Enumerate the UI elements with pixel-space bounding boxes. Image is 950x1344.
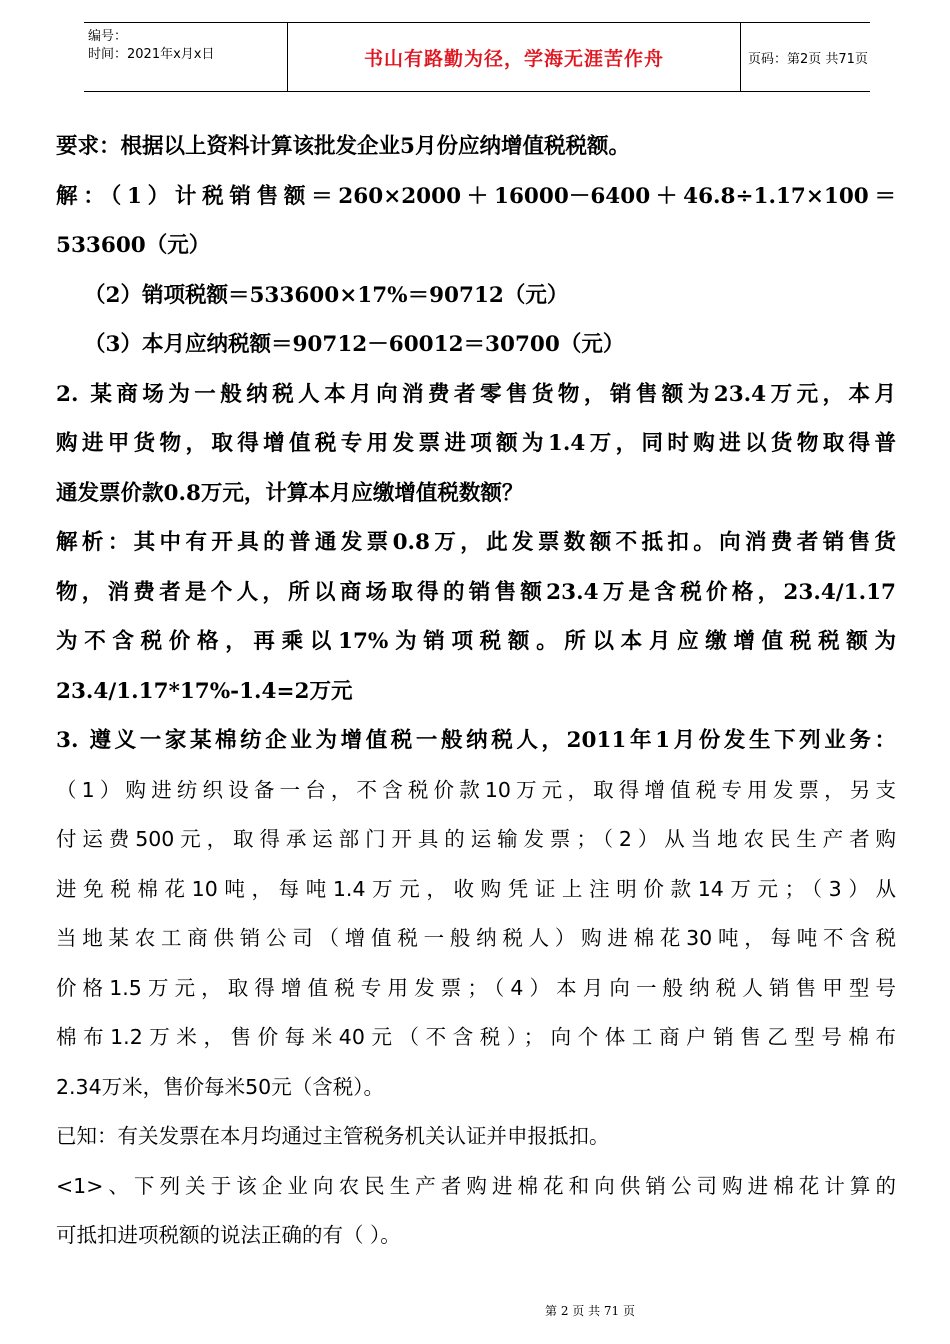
header-divider	[740, 23, 741, 91]
question-3-line: 付运费500元，取得承运部门开具的运输发票；（2）从当地农民生产者购	[56, 827, 896, 851]
analysis-line: 解析：其中有开具的普通发票0.8万，此发票数额不抵扣。向消费者销售货	[56, 530, 896, 555]
page-header	[84, 22, 870, 92]
question-3-line: 2.34万米，售价每米50元（含税）。	[56, 1074, 384, 1099]
solution-line: （2）销项税额＝533600×17%＝90712（元）	[84, 282, 569, 308]
solution-line: 533600（元）	[56, 233, 211, 258]
question-2-line: 购进甲货物，取得增值税专用发票进项额为1.4万，同时购进以货物取得普	[56, 431, 896, 456]
analysis-line: 为不含税价格，再乘以17%为销项税额。所以本月应缴增值税税额为	[56, 629, 896, 654]
question-3-line: 价格1.5万元，取得增值税专用发票；（4）本月向一般纳税人销售甲型号	[56, 975, 896, 1000]
question-2-line: 通发票价款0.8万元，计算本月应缴增值税数额？	[56, 480, 524, 506]
document-body	[56, 122, 896, 1261]
footer-page-number: 第 2 页 共 71 页	[545, 1304, 635, 1318]
page-footer	[0, 1302, 950, 1319]
sub-question-line: <1>、下列关于该企业向农民生产者购进棉花和向供销公司购进棉花计算的	[56, 1173, 896, 1198]
question-3-line: 进免税棉花10吨，每吨1.4万元，收购凭证上注明价款14万元；（3）从	[56, 876, 896, 901]
solution-line: （3）本月应纳税额＝90712－60012＝30700（元）	[84, 332, 625, 357]
question-3-line: 3. 遵义一家某棉纺企业为增值税一般纳税人，2011年1月份发生下列业务：	[56, 728, 896, 753]
number-label: 编号：	[88, 29, 128, 44]
question-3-line: （1）购进纺织设备一台，不含税价款10万元，取得增值税专用发票，另支	[56, 777, 896, 802]
question-2-line: 2. 某商场为一般纳税人本月向消费者零售货物，销售额为23.4万元，本月	[56, 381, 896, 407]
header-page-info: 页码：第2页 共71页	[748, 51, 868, 67]
question-3-line: 棉布1.2万米，售价每米40元（不含税）；向个体工商户销售乙型号棉布	[56, 1025, 896, 1049]
requirement-line: 要求：根据以上资料计算该批发企业5月份应纳增值税税额。	[56, 134, 630, 159]
header-meta	[84, 23, 284, 96]
analysis-line: 物，消费者是个人，所以商场取得的销售额23.4万是含税价格，23.4/1.17	[56, 579, 896, 605]
header-motto: 书山有路勤为径，学海无涯苦作舟	[363, 47, 664, 70]
sub-question-line: 可抵扣进项税额的说法正确的有（ ）。	[56, 1223, 401, 1247]
known-line: 已知：有关发票在本月均通过主管税务机关认证并申报抵扣。	[56, 1124, 610, 1148]
question-3-line: 当地某农工商供销公司（增值税一般纳税人）购进棉花30吨，每吨不含税	[56, 926, 896, 950]
time-label: 时间：2021年x月x日	[88, 47, 215, 62]
solution-line: 解：（1）计税销售额＝260×2000＋16000－6400＋46.8÷1.17×100＝	[56, 183, 896, 209]
analysis-line: 23.4/1.17*17%-1.4=2万元	[56, 678, 353, 704]
